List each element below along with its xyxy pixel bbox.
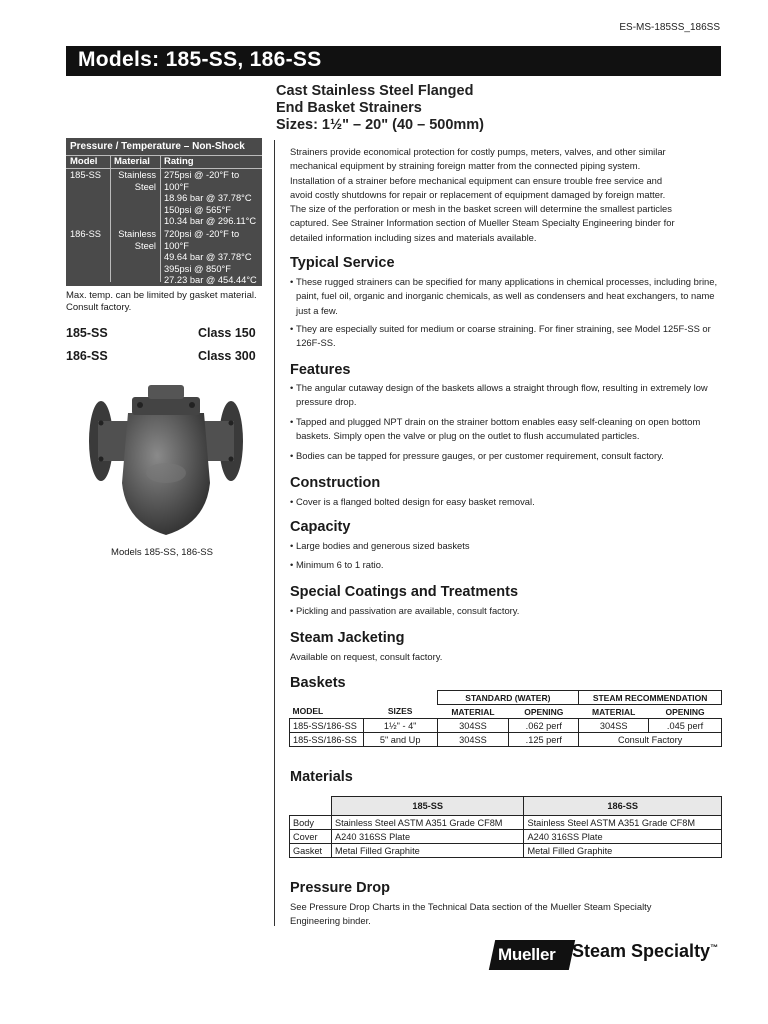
row-label: Body xyxy=(290,816,332,830)
mueller-logo xyxy=(490,936,722,974)
title-bar xyxy=(66,46,721,76)
table-cell: Consult Factory xyxy=(579,733,722,747)
bullet-text: Pickling and passivation are available, consult factory. xyxy=(296,605,520,616)
table-cell: A240 316SS Plate xyxy=(524,830,722,844)
pt-rating-line: 10.34 bar @ 296.11°C xyxy=(164,216,257,226)
intro-line: The size of the perforation or mesh in the basket screen will determine the smallest particles xyxy=(290,203,672,215)
bullet-item: • They are especially suited for medium or coarse straining. For finer straining, see Model 125F-SS or 126F-SS. xyxy=(290,323,711,349)
table-cell: A240 316SS Plate xyxy=(331,830,524,844)
group-header-standard: STANDARD (WATER) xyxy=(437,691,579,705)
col-header: MATERIAL xyxy=(451,706,495,717)
trademark-symbol: ™ xyxy=(710,943,719,952)
bullet-text: These rugged strainers can be specified for many applications in chemical processes, including brine, paint, fuel oil, organic and inorganic chemicals, as well as condensers and heat exchangers, to name just a few. xyxy=(296,276,718,316)
pt-model: 186-SS xyxy=(70,229,102,239)
table-cell: 304SS xyxy=(437,719,509,733)
max-temp-note: Max. temp. can be limited by gasket material. Consult factory. xyxy=(66,290,257,313)
bullet-item: • Pickling and passivation are available, consult factory. xyxy=(290,605,520,616)
table-row xyxy=(290,830,722,844)
intro-line: avoid costly shutdowns for repair or replacement of equipment damaged by foreign matter. xyxy=(290,188,666,200)
baskets-table xyxy=(289,690,722,747)
heading-special-coatings: Special Coatings and Treatments xyxy=(290,584,519,600)
pressure-drop-line: Engineering binder. xyxy=(290,915,371,927)
pressure-drop-text xyxy=(290,900,651,929)
intro-line: captured. See Strainer Information section of Mueller Steam Specialty Engineering binder for xyxy=(290,217,675,229)
table-cell: 304SS xyxy=(579,719,649,733)
table-cell: 185-SS/186-SS xyxy=(290,719,364,733)
pt-header-rating: Rating xyxy=(164,156,194,167)
row-label: Cover xyxy=(290,830,332,844)
pt-material xyxy=(114,170,156,193)
pt-rating-line: 18.96 bar @ 37.78°C xyxy=(164,193,252,203)
pt-rating-line: 150psi @ 565°F xyxy=(164,204,231,215)
bullet-text: Bodies can be tapped for pressure gauges, or per customer requirement, consult factory. xyxy=(296,450,664,461)
pt-rating xyxy=(164,170,262,228)
table-cell: Stainless Steel ASTM A351 Grade CF8M xyxy=(524,816,722,830)
subtitle xyxy=(276,83,484,134)
pt-material-line: Steel xyxy=(134,181,156,192)
table-row xyxy=(290,733,722,747)
pt-col-divider xyxy=(110,156,111,282)
col-header: SIZES xyxy=(387,706,413,717)
class-rating: Class 150 xyxy=(198,326,256,340)
bullet-item: • These rugged strainers can be specified for many applications in chemical processes, including brine, paint, fuel oil, organic and inorganic chemicals, as well as condensers and heat exchangers, to name just a few. xyxy=(290,276,718,316)
col-header: MODEL xyxy=(292,706,324,717)
subtitle-line: Cast Stainless Steel Flanged xyxy=(276,83,474,99)
steam-jacketing-text: Available on request, consult factory. xyxy=(290,651,443,662)
class-row xyxy=(66,349,266,363)
intro-line: Strainers provide economical protection for costly pumps, meters, valves, and other similar xyxy=(290,146,666,157)
logo-text: Steam Specialty xyxy=(572,941,711,961)
pressure-drop-line: See Pressure Drop Charts in the Technical Data section of the Mueller Steam Specialty xyxy=(290,901,652,912)
table-cell: 1½" - 4" xyxy=(363,719,437,733)
table-row xyxy=(290,844,722,858)
bullet-item: • Minimum 6 to 1 ratio. xyxy=(290,559,384,570)
intro-line: detailed information including sizes and materials available. xyxy=(290,231,537,243)
bullet-item: • Cover is a flanged bolted design for easy basket removal. xyxy=(290,496,535,507)
bullet-text: Large bodies and generous sized baskets xyxy=(296,540,470,551)
pt-rating xyxy=(164,229,262,287)
bullet-text: The angular cutaway design of the baskets allows a straight through flow, resulting in extremely low pressure drop. xyxy=(296,382,708,408)
table-cell: .125 perf xyxy=(509,733,579,747)
pt-col-divider xyxy=(160,156,161,282)
pt-rating-line: 395psi @ 850°F xyxy=(164,263,231,274)
table-cell: 185-SS/186-SS xyxy=(290,733,364,747)
bullet-text: Minimum 6 to 1 ratio. xyxy=(296,559,384,570)
bullet-item: • Bodies can be tapped for pressure gauges, or per customer requirement, consult factory. xyxy=(290,450,664,461)
page-title: Models: 185-SS, 186-SS xyxy=(78,48,322,71)
intro-line: Installation of a strainer before mechanical equipment can ensure trouble free service and xyxy=(290,174,663,186)
pt-rating-line: 275psi @ -20°F to 100°F xyxy=(164,170,240,192)
table-row xyxy=(290,719,722,733)
col-header: OPENING xyxy=(524,706,564,717)
bullet-item: • The angular cutaway design of the baskets allows a straight through flow, resulting in extremely low pressure drop. xyxy=(290,382,708,408)
pt-rating-line: 49.64 bar @ 37.78°C xyxy=(164,252,252,262)
table-cell: .045 perf xyxy=(649,719,722,733)
table-cell: 5" and Up xyxy=(363,733,437,747)
bullet-text: Tapped and plugged NPT drain on the strainer bottom enables easy self-cleaning on open bottom baskets. Simply open the valve or plug on the outlet to flush accumulated particles. xyxy=(296,416,701,442)
pt-rating-line: 720psi @ -20°F to 100°F xyxy=(164,229,240,251)
mueller-wordmark-box xyxy=(489,940,575,970)
pressure-temperature-table xyxy=(66,138,262,286)
class-rating: Class 300 xyxy=(198,349,256,363)
pt-divider xyxy=(66,168,262,169)
pt-model: 185-SS xyxy=(70,170,102,180)
row-label: Gasket xyxy=(290,844,332,858)
bullet-text: Cover is a flanged bolted design for easy basket removal. xyxy=(296,496,535,507)
group-header-steam: STEAM RECOMMENDATION xyxy=(579,691,722,705)
subtitle-line: Sizes: 1½" – 20" (40 – 500mm) xyxy=(276,117,485,133)
intro-line: mechanical equipment by straining foreign matter from the connected piping system. xyxy=(290,160,641,172)
table-cell: Metal Filled Graphite xyxy=(331,844,524,858)
materials-table xyxy=(289,796,722,858)
column-divider xyxy=(274,140,275,926)
col-header: OPENING xyxy=(665,706,705,717)
subtitle-line: End Basket Strainers xyxy=(276,100,422,116)
pt-material-line: Stainless xyxy=(118,170,156,180)
pt-material-line: Stainless xyxy=(118,229,156,239)
pt-header-material: Material xyxy=(114,156,150,167)
heading-materials: Materials xyxy=(290,769,353,785)
image-caption: Models 185-SS, 186-SS xyxy=(111,547,213,558)
col-header: 186-SS xyxy=(524,797,722,816)
document-id: ES-MS-185SS_186SS xyxy=(619,22,720,33)
class-model: 186-SS xyxy=(66,349,108,363)
pt-header-model: Model xyxy=(70,156,98,167)
pt-rating-line: 27.23 bar @ 454.44°C xyxy=(164,275,257,285)
bullet-text: They are especially suited for medium or coarse straining. For finer straining, see Model 125F-SS or 126F-SS. xyxy=(296,323,711,349)
heading-features: Features xyxy=(290,362,351,378)
class-model: 185-SS xyxy=(66,326,108,340)
steam-specialty-wordmark xyxy=(572,941,718,962)
strainer-product-image xyxy=(84,383,248,543)
col-header: MATERIAL xyxy=(592,706,636,717)
heading-construction: Construction xyxy=(290,475,381,491)
heading-capacity: Capacity xyxy=(290,519,351,535)
bullet-item: • Large bodies and generous sized baskets xyxy=(290,540,470,551)
pt-table-title: Pressure / Temperature – Non-Shock xyxy=(66,138,262,156)
heading-steam-jacketing: Steam Jacketing xyxy=(290,630,405,646)
pt-material-line: Steel xyxy=(134,240,156,251)
table-cell: 304SS xyxy=(437,733,509,747)
heading-baskets: Baskets xyxy=(290,675,346,691)
heading-pressure-drop: Pressure Drop xyxy=(290,880,390,896)
table-cell: Stainless Steel ASTM A351 Grade CF8M xyxy=(331,816,524,830)
class-row xyxy=(66,326,266,340)
intro-paragraph xyxy=(290,145,730,245)
table-cell: Metal Filled Graphite xyxy=(524,844,722,858)
pt-material xyxy=(114,229,156,252)
heading-typical-service: Typical Service xyxy=(290,255,395,271)
table-row xyxy=(290,816,722,830)
bullet-item: • Tapped and plugged NPT drain on the strainer bottom enables easy self-cleaning on open bottom baskets. Simply open the valve or plug on the outlet to flush accumulated particles. xyxy=(290,416,701,442)
mueller-wordmark: Mueller xyxy=(498,945,556,964)
table-cell: .062 perf xyxy=(509,719,579,733)
col-header: 185-SS xyxy=(331,797,524,816)
